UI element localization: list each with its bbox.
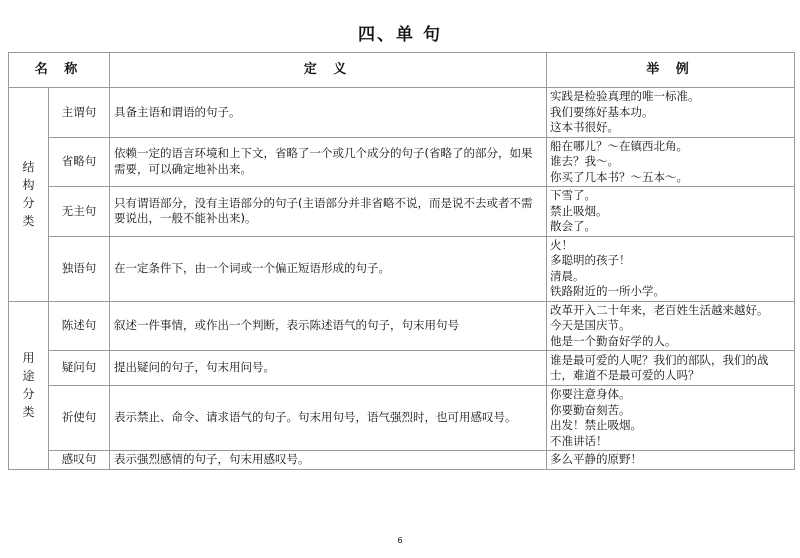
example-line: 他是一个勤奋好学的人。	[550, 333, 677, 348]
row-examples	[547, 301, 795, 351]
row-name: 主谓句	[49, 88, 110, 138]
row-examples: 谁是最可爱的人呢？我们的部队，我们的战士，难道不是最可爱的人吗？	[547, 351, 795, 386]
example-line: 铁路附近的一所小学。	[550, 284, 665, 298]
example-line: 我们要练好基本功。	[550, 104, 654, 119]
example-line: 实践是检验真理的唯一标准。	[550, 89, 700, 103]
row-name: 独语句	[49, 236, 110, 301]
row-examples: 多么平静的原野！	[547, 451, 795, 470]
row-name: 陈述句	[49, 301, 110, 351]
row-definition: 叙述一件事情，或作出一个判断，表示陈述语气的句子，句末用句号	[110, 301, 547, 351]
row-examples	[547, 187, 795, 237]
example-line: 禁止吸烟。	[550, 203, 608, 218]
example-line: 你买了几本书？～五本～。	[550, 169, 688, 184]
table-row	[9, 137, 795, 187]
table-row	[9, 301, 795, 351]
row-name: 感叹句	[49, 451, 110, 470]
row-definition: 提出疑问的句子，句末用问号。	[110, 351, 547, 386]
table-header-row	[9, 53, 795, 88]
example-line: 出发！禁止吸烟。	[550, 418, 642, 432]
example-line: 这本书很好。	[550, 120, 619, 134]
row-definition: 依赖一定的语言环境和上下文，省略了一个或几个成分的句子(省略了的部分，如果需要，可以确定地补出来。	[110, 137, 547, 187]
example-line: 火！	[550, 237, 573, 252]
example-line: 不准讲话！	[550, 433, 608, 448]
row-name: 疑问句	[49, 351, 110, 386]
table-row	[9, 236, 795, 301]
row-examples	[547, 88, 795, 138]
group-label-usage: 用途分类	[9, 301, 49, 469]
page-number: 6	[397, 536, 403, 545]
sentence-types-table	[8, 52, 795, 470]
example-line: 你要注意身体。	[550, 387, 631, 401]
table-row	[9, 187, 795, 237]
row-definition: 表示禁止、命令、请求语气的句子。句末用句号，语气强烈时，也可用感叹号。	[110, 386, 547, 451]
example-line: 谁去？我～。	[550, 154, 619, 168]
header-examples: 举 例	[547, 53, 795, 88]
row-examples	[547, 137, 795, 187]
page-title: 四、单 句	[358, 25, 442, 45]
row-examples	[547, 386, 795, 451]
table-row	[9, 88, 795, 138]
row-name: 省略句	[49, 137, 110, 187]
header-name: 名 称	[9, 53, 110, 88]
row-name: 无主句	[49, 187, 110, 237]
row-definition: 表示强烈感情的句子，句末用感叹号。	[110, 451, 547, 470]
row-name: 祈使句	[49, 386, 110, 451]
example-line: 散会了。	[550, 219, 596, 233]
example-line: 今天是国庆节。	[550, 318, 631, 332]
table-row	[9, 451, 795, 470]
example-line: 改革开入二十年来，老百姓生活越来越好。	[550, 302, 769, 317]
example-line: 船在哪儿？～在镇西北角。	[550, 138, 688, 153]
table-row	[9, 386, 795, 451]
row-examples	[547, 236, 795, 301]
header-definition: 定 义	[110, 53, 547, 88]
table-row	[9, 351, 795, 386]
example-line: 你要勤奋刻苦。	[550, 402, 631, 417]
example-line: 多聪明的孩子！	[550, 253, 631, 267]
row-definition: 具备主语和谓语的句子。	[110, 88, 547, 138]
example-line: 下雪了。	[550, 188, 596, 202]
row-definition: 只有谓语部分，没有主语部分的句子(主语部分并非省略不说，而是说不去或者不需要说出，一般不能补出来)。	[110, 187, 547, 237]
row-definition: 在一定条件下，由一个词或一个偏正短语形成的句子。	[110, 236, 547, 301]
group-label-structure: 结构分类	[9, 88, 49, 302]
example-line: 清晨。	[550, 268, 585, 283]
